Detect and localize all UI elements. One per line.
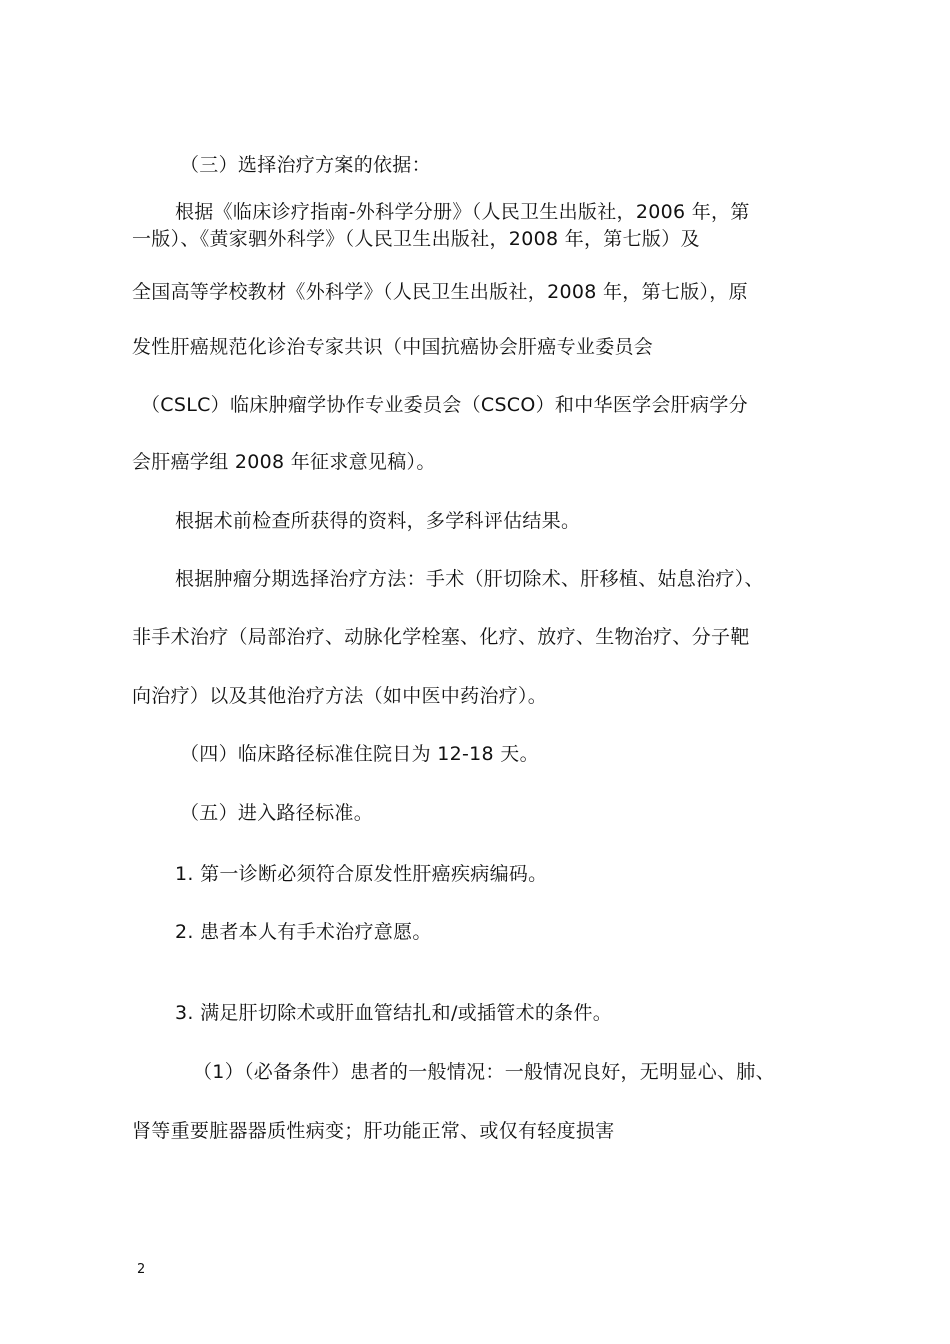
sub-list-item: （1）（必备条件）患者的一般情况：一般情况良好，无明显心、肺、 (193, 1061, 775, 1083)
paragraph-line: （CSLC）临床肿瘤学协作专业委员会（CSCO）和中华医学会肝病学分 (141, 394, 748, 416)
paragraph-line: 会肝癌学组 2008 年征求意见稿）。 (132, 451, 436, 473)
paragraph-line: 根据肿瘤分期选择治疗方法：手术（肝切除术、肝移植、姑息治疗）、 (175, 568, 764, 590)
list-item: 2. 患者本人有手术治疗意愿。 (175, 921, 432, 943)
section-heading-3: （三）选择治疗方案的依据： (180, 154, 431, 176)
section-heading-4: （四）临床路径标准住院日为 12-18 天。 (180, 743, 539, 765)
list-item: 1. 第一诊断必须符合原发性肝癌疾病编码。 (175, 863, 548, 885)
paragraph-line: 发性肝癌规范化诊治专家共识（中国抗癌协会肝癌专业委员会 (132, 336, 654, 358)
page-number: 2 (137, 1262, 146, 1277)
section-heading-5: （五）进入路径标准。 (180, 802, 374, 824)
paragraph-line: 根据术前检查所获得的资料，多学科评估结果。 (175, 510, 581, 532)
paragraph-line: 一版）、《黄家驷外科学》（人民卫生出版社，2008 年，第七版）及 (132, 228, 700, 250)
paragraph-line: 非手术治疗（局部治疗、动脉化学栓塞、化疗、放疗、生物治疗、分子靶 (132, 626, 750, 648)
paragraph-line: 根据《临床诊疗指南-外科学分册》（人民卫生出版社，2006 年，第 (175, 201, 750, 223)
list-item: 3. 满足肝切除术或肝血管结扎和/或插管术的条件。 (175, 1002, 613, 1024)
paragraph-line: 全国高等学校教材《外科学》（人民卫生出版社，2008 年，第七版），原 (132, 281, 748, 303)
paragraph-line: 向治疗）以及其他治疗方法（如中医中药治疗）。 (132, 685, 548, 707)
paragraph-line: 肾等重要脏器器质性病变；肝功能正常、或仅有轻度损害 (132, 1120, 615, 1142)
